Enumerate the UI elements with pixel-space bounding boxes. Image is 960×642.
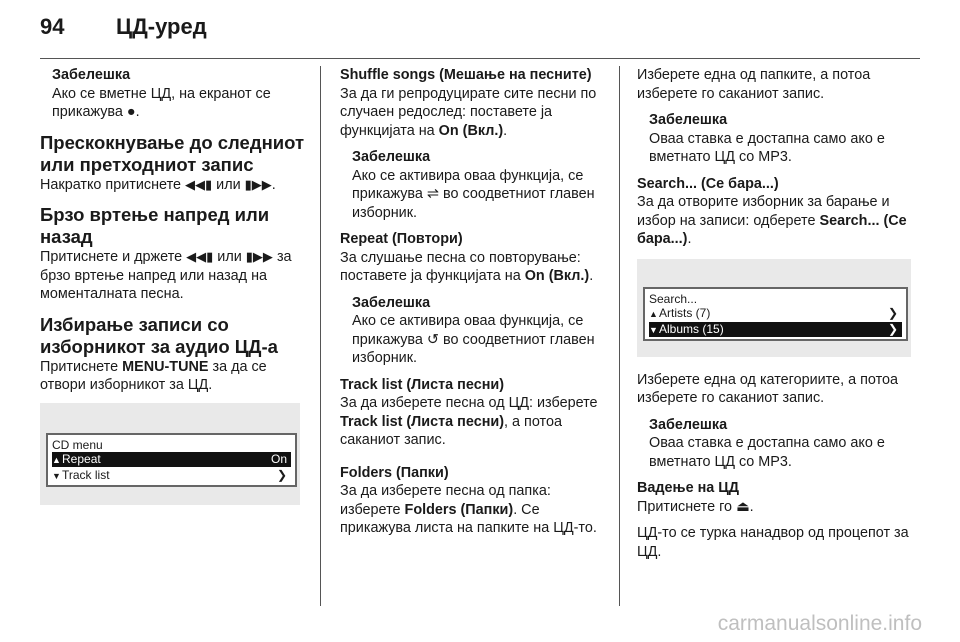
note-heading: Забелешка (649, 416, 728, 433)
cd-menu-display (46, 433, 297, 487)
skip-forward-icon: ▮▶▶ (244, 176, 272, 192)
row-label: Track list (62, 467, 110, 482)
cd-menu-row-repeat[interactable] (52, 452, 291, 467)
note-mp3-1 (637, 111, 913, 167)
heading-track-list: Track list (Листа песни) (340, 376, 505, 393)
column-divider-1 (320, 66, 321, 606)
tracklist-key: Track list (Листа песни) (340, 413, 505, 430)
repeat-icon: ↺ (426, 331, 439, 348)
row-label: Artists (7) (659, 305, 711, 320)
shuffle-on: On (Вкл.) (438, 122, 504, 139)
menu-tune-key: MENU-TUNE (122, 358, 209, 375)
fast-text-a: Притиснете и држете (40, 249, 183, 265)
shuffle-text: За да ги репродуцирате сите песни по случаен редослед: поставете ја функцијата на (340, 85, 597, 139)
column-2: Shuffle songs (Мешање на песните) За да ги репродуцирате сите песни по случаен редослед: поставете ја функцијата на On (Вкл.). Забелешка Ако се активира оваа функција, се прикажува ⇌ во соодветниот главен изборник. Repeat (Повтори) За слушање песна со повторување: поставете ја функцијата на On (Вкл.). Забелешка Ако се активира оваа функција, се прикажува ↺ во соодветниот главен изборник. Track list (Листа песни) За да изберете песна од ЦД: изберете Track list (Листа песни), а потоа саканиот запис. Folders (Папки) За да изберете песна од папка: изберете Folders (Папки). Се прикажува листа на папките на ЦД-то. (340, 66, 608, 546)
note-heading: Забелешка (352, 294, 431, 311)
chevron-right-icon: ❯ (887, 321, 898, 336)
note-heading: Забелешка (52, 67, 131, 83)
skip-text: Накратко притиснете (40, 176, 181, 193)
heading-select-tracks: Избирање записи со изборникот за аудио ЦД-а (40, 313, 278, 357)
select-text-b: за да се отвори изборникот за ЦД. (40, 358, 267, 393)
repeat-text: За слушање песна со повторување: поставете ја функцијата на (340, 249, 581, 284)
note-text-a: Ако се активира оваа функција, се прикажува (352, 167, 584, 202)
search-title: Search... (649, 291, 698, 306)
note-text: Оваа ставка е достапна само ако е вметнато ЦД со MP3. (649, 130, 885, 165)
shuffle-icon: ⇌ (426, 186, 439, 202)
note-heading: Забелешка (352, 149, 431, 165)
intro-text: Изберете една од папките, а потоа изберете го саканиот запис. (637, 67, 871, 102)
page-title: ЦД-уред (116, 14, 207, 39)
tracklist-text-b: , а потоа саканиот запис. (340, 413, 562, 448)
note-repeat (340, 294, 608, 368)
search-row-albums[interactable] (649, 322, 902, 337)
note-heading: Забелешка (649, 112, 728, 128)
row-value: On (270, 451, 287, 466)
skip-or: или (216, 176, 241, 193)
column-3: Изберете една од папките, а потоа изберете го саканиот запис. Забелешка Оваа ставка е достапна само ако е вметнато ЦД со MP3. Search... (Се бара...) За да отворите изборник за барање и избор на записи: одберете Search... (Се бара...). Search... ▲Artists (7) ❯ ▼Albums (15) ❯ Изберете една од категориите, а потоа изберете го саканиот запис. Забелешка Оваа ставка е достапна само ако е вметнато ЦД со MP3. Вадење на ЦД Притиснете го ⏏. ЦД-то се турка нанадвор од процепот за ЦД. (637, 66, 913, 569)
cd-menu-row-track-list[interactable] (52, 468, 291, 483)
cd-menu-screenshot (40, 403, 300, 505)
search-row-artists[interactable] (649, 306, 902, 321)
fast-or: или (217, 249, 242, 265)
skip-back-icon: ◀◀▮ (186, 249, 214, 264)
arrow-up-icon: ▲ (649, 308, 658, 319)
heading-search: Search... (Се бара...) (637, 175, 779, 192)
note-text-b: во соодветниот главен изборник. (352, 186, 595, 221)
folders-text-a: За да изберете песна од папка: изберете (340, 483, 551, 518)
eject-tail-text: ЦД-то се турка нанадвор од процепот за ЦД. (637, 525, 909, 560)
page-number: 94 (40, 14, 65, 39)
search-text: За да отворите изборник за барање и избор на записи: одберете (637, 194, 890, 229)
header-rule (40, 58, 920, 59)
skip-back-icon: ◀◀▮ (185, 176, 213, 192)
column-1: Забелешка Ако се вметне ЦД, на екранот се прикажува ●. Прескокнување до следниот или претходниот запис Накратко притиснете ◀◀▮ или ▮▶▶. Брзо вртење напред или назад Притиснете и држете ◀◀▮ или ▮▶▶ за брзо вртење напред или назад на моменталната песна. Избирање записи со изборникот за аудио ЦД-а Притиснете MENU-TUNE за да се отвори изборникот за ЦД. CD menu ▲Repeat On ▼Track list ❯ (40, 66, 308, 519)
disc-icon: ● (126, 104, 136, 120)
repeat-on: On (Вкл.) (524, 268, 590, 284)
skip-forward-icon: ▮▶▶ (245, 249, 273, 264)
search-screenshot (637, 259, 911, 357)
folders-key: Folders (Папки) (404, 501, 514, 518)
note-text: Ако се вметне ЦД, на екранот се прикажува (52, 85, 271, 120)
arrow-down-icon: ▼ (52, 470, 61, 481)
note-text-a: Ако се активира оваа функција, се прикажува (352, 313, 584, 348)
select-text-a: Притиснете (40, 358, 119, 375)
note-mp3-2 (637, 416, 913, 472)
heading-eject: Вадење на ЦД (637, 480, 740, 496)
row-label: Repeat (62, 451, 101, 466)
chevron-right-icon: ❯ (887, 305, 898, 320)
note-text-b: во соодветниот главен изборник. (352, 331, 595, 366)
category-text: Изберете една од категориите, а потоа изберете го саканиот запис. (637, 371, 899, 406)
eject-text: Притиснете го (637, 498, 733, 515)
tracklist-text-a: За да изберете песна од ЦД: изберете (340, 395, 598, 411)
folders-text-b: . Се прикажува листа на папките на ЦД-то. (340, 501, 597, 536)
search-display (643, 287, 908, 341)
page-header (0, 0, 960, 62)
arrow-down-icon: ▼ (649, 324, 658, 335)
search-key: Search... (Се бара...) (637, 212, 907, 247)
note-cd-inserted: Забелешка Ако се вметне ЦД, на екранот се прикажува ●. (40, 66, 308, 122)
cd-menu-title: CD menu (52, 437, 103, 452)
heading-folders: Folders (Папки) (340, 464, 449, 481)
chevron-right-icon: ❯ (276, 467, 287, 482)
watermark: carmanualsonline.info (717, 612, 922, 635)
note-shuffle (340, 148, 608, 222)
heading-skip-track: Прескокнување до следниот или претходниот запис (40, 131, 305, 175)
heading-shuffle: Shuffle songs (Мешање на песните) (340, 67, 592, 83)
arrow-up-icon: ▲ (52, 454, 61, 465)
note-text: Оваа ставка е достапна само ако е вметнато ЦД со MP3. (649, 435, 885, 470)
heading-repeat: Repeat (Повтори) (340, 231, 463, 247)
column-divider-2 (619, 66, 620, 606)
fast-text-b: за брзо вртење напред или назад на моменталната песна. (40, 249, 292, 302)
heading-fast-forward: Брзо вртење напред или назад (40, 204, 270, 247)
eject-icon: ⏏ (736, 498, 750, 515)
row-label: Albums (15) (659, 321, 724, 336)
